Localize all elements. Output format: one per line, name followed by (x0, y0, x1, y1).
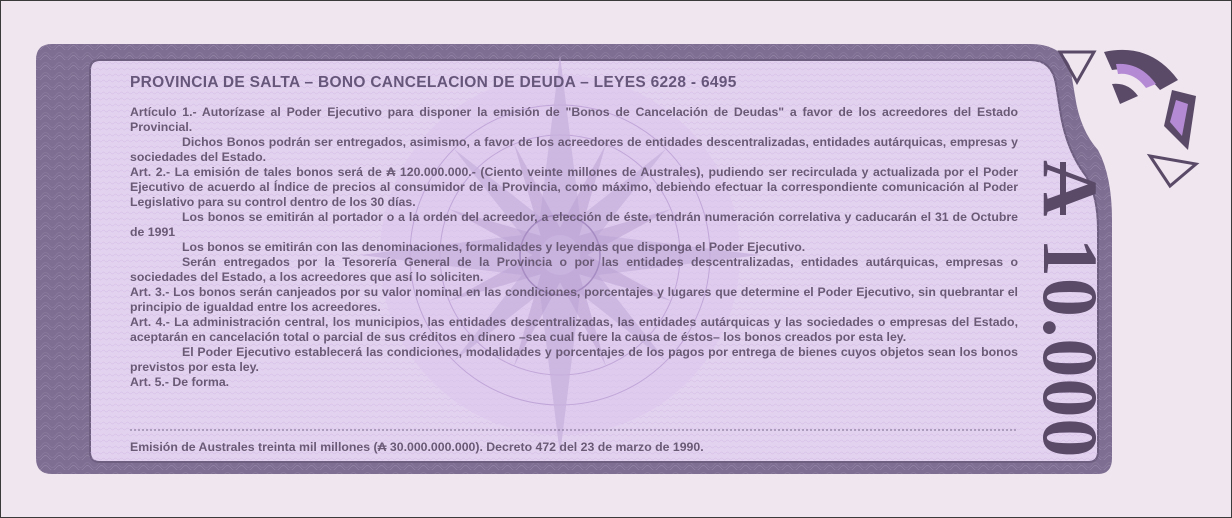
article-label: Art. 2.- (130, 165, 171, 179)
article-text: Los bonos se emitirán al portador o a la orden del acreedor, a elección de éste, tendrán numeración correlativa y caducarán el 31 de Octubre de 1991 (130, 210, 1018, 239)
emission-footer: Emisión de Australes treinta mil millones (₳ 30.000.000.000). Decreto 472 del 23 de marzo de 1990. (130, 440, 704, 454)
law-paragraph (130, 345, 1018, 375)
article-text: Dichos Bonos podrán ser entregados, asimismo, a favor de los acreedores de entidades descentralizadas, entidades autárquicas, empresas y sociedades del Estado. (130, 135, 1018, 164)
article-text: La emisión de tales bonos será de ₳ 120.000.000.- (Ciento veinte millones de Australes), pudiendo ser recirculada y actualizada por el Poder Ejecutivo de acuerdo al Índice de precios al consumidor de la Provincia, como máximo, debiendo efectuar la correspondiente comunicación al Poder Legislativo para su control dentro de los 30 días. (130, 165, 1018, 209)
article-label: Art. 5.- (130, 375, 169, 389)
article-text: De forma. (168, 375, 230, 389)
law-text (130, 105, 1018, 390)
article-text: Serán entregados por la Tesorería General de la Provincia o por las entidades descentralizadas, entidades autárquicas, empresas o sociedades del Estado, a los acreedores que así lo soliciten. (130, 255, 1018, 284)
law-paragraph (130, 285, 1018, 315)
law-paragraph (130, 255, 1018, 285)
article-text: La administración central, los municipios, las entidades descentralizadas, las entidades autárquicas y las sociedades o empresas del Estado, aceptarán en cancelación total o parcial de sus créditos en dinero –sea cual fuere la causa de éstos– los bonos creados por esta ley. (130, 315, 1018, 344)
article-text: Los bonos se emitirán con las denominaciones, formalidades y leyendas que disponga el Poder Ejecutivo. (182, 240, 806, 254)
article-label: Art. 4.- (130, 315, 170, 329)
denomination (1025, 160, 1115, 460)
article-text: Autorízase al Poder Ejecutivo para disponer la emisión de "Bonos de Cancelación de Deudas" a favor de los acreedores del Estado Provincial. (130, 105, 1018, 134)
austral-symbol: A (1027, 160, 1114, 218)
article-label: Artículo 1.- (130, 105, 197, 119)
law-paragraph (130, 315, 1018, 345)
law-paragraph (130, 105, 1018, 135)
article-text: Los bonos serán canjeados por su valor nominal en las condiciones, porcentajes y lugares que determine el Poder Ejecutivo, sin quebrantar el principio de igualdad entre los acreedores. (130, 285, 1018, 314)
denomination-value: 10.000 (1027, 237, 1114, 459)
article-label: Art. 3.- (130, 285, 170, 299)
note-title: PROVINCIA DE SALTA – BONO CANCELACION DE DEUDA – LEYES 6228 - 6495 (130, 74, 737, 91)
law-paragraph (130, 210, 1018, 240)
article-text: El Poder Ejecutivo establecerá las condiciones, modalidades y porcentajes de los pagos por entrega de bienes cuyos objetos sean los bonos previstos por esta ley. (130, 345, 1018, 374)
law-paragraph (130, 165, 1018, 210)
law-paragraph (130, 375, 1018, 390)
law-paragraph (130, 135, 1018, 165)
law-paragraph (130, 240, 1018, 255)
